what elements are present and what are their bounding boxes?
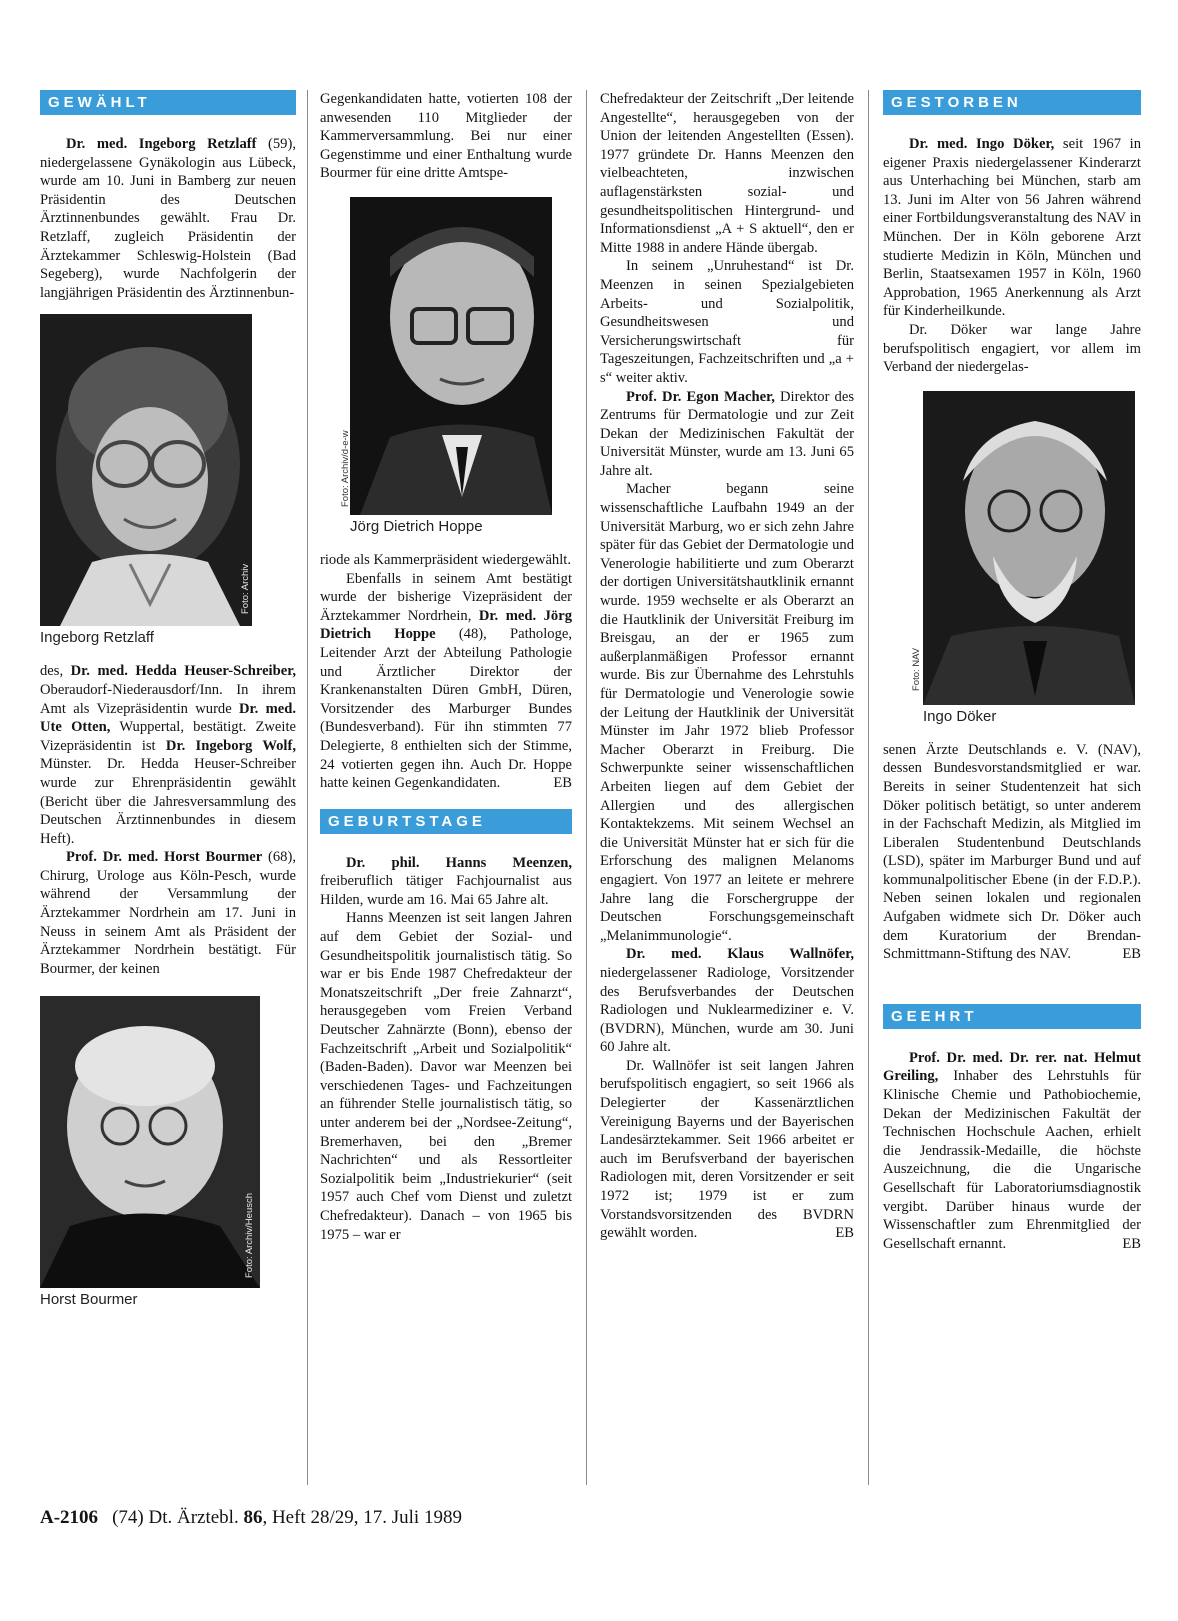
paragraph-greiling: Prof. Dr. med. Dr. rer. nat. Helmut Greiling, Inhaber des Lehrstuhls für Klinische Chemie und Pathobiochemie, Dekan der Medizinischen Fakultät der Technischen Hochschule Aachen, erhielt die Jendrassik-Medaille, die höchste Auszeichnung, die die Ungarische Gesellschaft für Laboratoriumsdiagnostik vergibt. Darüber hinaus wurde der Wissenschaftler zum Ehrenmitglied der Gesellschaft ernannt. EB (883, 1049, 1141, 1252)
signature-eb: EB (835, 1225, 854, 1242)
paragraph-bourmer: Prof. Dr. med. Horst Bourmer (68), Chirurg, Urologe aus Köln-Pesch, wurde während der Versammlung der Ärztekammer Nordrhein am 17. Juni in Neuss in seinem Amt als Präsident der Ärztekammer Nordrhein bestätigt. Für Bourmer, der keinen (40, 849, 296, 977)
paragraph-macher-career: Macher begann seine wissenschaftliche Laufbahn 1949 an der Universität Marburg, wo er sich zehn Jahre später für das Gebiet der Dermatologie und Venerologie habilitierte und zum Oberarzt der dortigen Universitätshautklinik ernannt wurde. 1959 wechselte er als Oberarzt an die Hautklinik der Universität Freiburg im Breisgau, an der er 1965 zum außerplanmäßigen Professor ernannt wurde. Bis zur Übernahme des Lehrstuhls für Dermatologie und Venerologie sowie der Leitung der Hautklinik der Universität Münster im Jahr 1972 blieb Professor Macher Oberarzt in Freiburg. Die Schwerpunkte seiner wissenschaftlichen Arbeiten liegen auf dem Gebiet der Allergien und des allergischen Kontaktekzems. Mit seinem Wechsel an die Universität Münster hat er sich für die Erforschung des malignen Melanoms engagiert. Von 1977 an leitete er mehrere Jahre lang die Forschergruppe der Deutschen Forschungsgemeinschaft „Melanimmunologie“. (600, 481, 854, 944)
caption-doeker: Ingo Döker (923, 707, 997, 725)
signature-eb: EB (1122, 946, 1141, 963)
portrait-hoppe-image (350, 197, 552, 515)
photo-retzlaff (40, 314, 296, 626)
column-4 (883, 90, 1141, 1485)
photo-bourmer (40, 996, 296, 1288)
paragraph-hoppe: Ebenfalls in seinem Amt bestätigt wurde der bisherige Vizepräsident der Ärztekammer Nordrhein, Dr. med. Jörg Dietrich Hoppe (48), Pathologe, Leitender Arzt der Abteilung Pathologie und Ärztlicher Direktor der Krankenanstalten Düren GmbH, Düren, Vorsitzender des Marburger Bundes (Bundesverband). Für ihn stimmten 77 Delegierte, 8 enthielten sich der Stimme, 24 votierten gegen ihn. Auch Dr. Hoppe hatte keinen Gegenkandidaten. EB (320, 570, 572, 792)
caption-hoppe: Jörg Dietrich Hoppe (350, 517, 483, 535)
photo-credit-retzlaff: Foto: Archiv (240, 564, 251, 615)
paragraph-meenzen-cont: Chefredakteur der Zeitschrift „Der leitende Angestellte“, herausgegeben von der Union der leitenden Angestellten (Essen). 1977 gründete Dr. Hanns Meenzen den vielbeachteten, inzwischen auflagenstärksten sozial- und gesundheitspolitischen Hintergrund- und Informationsdienst „A + S aktuell“, den er Mitte 1988 in andere Hände übergab. (600, 91, 854, 256)
citation: (74) Dt. Ärztebl. 86, Heft 28/29, 17. Juli 1989 (112, 1507, 462, 1528)
photo-credit-bourmer: Foto: Archiv/Heusch (244, 1193, 255, 1279)
paragraph-meenzen: Dr. phil. Hanns Meenzen, freiberuflich tätiger Fachjournalist aus Hilden, wurde am 16. Mai 65 Jahre alt. (320, 854, 572, 908)
photo-doeker (911, 391, 1141, 705)
column-rule (586, 90, 587, 1485)
portrait-retzlaff-image (40, 314, 252, 626)
paragraph-retzlaff: Dr. med. Ingeborg Retzlaff (59), niedergelassene Gynäkologin aus Lübeck, wurde am 10. Juni in Bamberg zur neuen Präsidentin des Deutschen Ärztinnenbundes gewählt. Frau Dr. Retzlaff, zugleich Präsidentin der Ärztekammer Schleswig-Holstein (Bad Segeberg), wurde Nachfolgerin der langjährigen Präsidentin des Ärztinnenbun- (40, 136, 296, 301)
column-rule (307, 90, 308, 1485)
signature-eb: EB (553, 775, 572, 792)
paragraph-doeker-career: Dr. Döker war lange Jahre berufspolitisch engagiert, vor allem im Verband der niedergelas- (883, 321, 1141, 376)
section-header-geburtstage: GEBURTSTAGE (320, 809, 572, 834)
photo-hoppe (340, 197, 572, 515)
photo-credit-hoppe: Foto: Archiv/d-e-w (340, 430, 351, 507)
paragraph-wallnoefer-career: Dr. Wallnöfer ist seit langen Jahren berufspolitisch engagiert, so seit 1966 als Delegierter der Kassenärztlichen Vereinigung Bayerns und der Bayerischen Landesärztekammer. Seit 1966 arbeitet er auch im Berufsverband der bayerischen Radiologen mit, deren Vorsitzender er seit 1972 ist; 1979 ist er zum Vorstandsvorsitzenden des BVDRN gewählt worden. EB (600, 1057, 854, 1242)
caption-bourmer: Horst Bourmer (40, 1291, 138, 1309)
section-header-gestorben: GESTORBEN (883, 90, 1141, 115)
section-header-gewaehlt: GEWÄHLT (40, 90, 296, 115)
paragraph-bourmer-end: riode als Kammerpräsident wiedergewählt. (320, 551, 571, 568)
column-1 (40, 90, 296, 1485)
column-rule (868, 90, 869, 1485)
column-3 (600, 90, 854, 1485)
paragraph-meenzen-career: Hanns Meenzen ist seit langen Jahren auf dem Gebiet der Sozial- und Gesundheitspolitik journalistisch tätig. So war er bis Ende 1987 Chefredakteur der Monatszeitschrift „Der freie Zahnarzt“, herausgegeben vom Freien Verband Deutscher Zahnärzte (Bonn), ebenso der Fachzeitschrift „Arbeit und Sozialpolitik“ (Baden-Baden). Davor war Meenzen bei verschiedenen Tages- und Fachzeitungen an führender Stelle journalistisch tätig, so unter anderem bei der „Nordsee-Zeitung“, Bremerhaven, bei den „Bremer Nachrichten“ und als Ressortleiter Sozialpolitik beim „Industriekurier“ (seit 1957 auch Chef vom Dienst und zuletzt Chefredakteur). Danach – von 1965 bis 1975 – war er (320, 910, 572, 1243)
column-2 (320, 90, 572, 1485)
paragraph-heuser-schreiber: des, Dr. med. Hedda Heuser-Schreiber, Oberaudorf-Niederausdorf/Inn. In ihrem Amt als Vizepräsidentin wurde Dr. med. Ute Otten, Wuppertal, bestätigt. Zweite Vizepräsidentin ist Dr. Ingeborg Wolf, Münster. Dr. Hedda Heuser-Schreiber wurde zur Ehrenpräsidentin gewählt (Bericht über die Jahresversammlung des Deutschen Ärztinnenbundes in diesem Heft). (40, 663, 296, 847)
paragraph-bourmer-cont: Gegenkandidaten hatte, votierten 108 der anwesenden 110 Mitglieder der Kammerversammlung. Bei nur einer Gegenstimme und einer Enthaltung wurde Bourmer für eine dritte Amtspe- (320, 91, 572, 182)
paragraph-meenzen-unruhestand: In seinem „Unruhestand“ ist Dr. Meenzen in seinen Spezialgebieten Arbeits- und Sozialpolitik, Gesundheitswesen und Versicherungswirtschaft für Tageszeitungen, Fachzeitschriften und „a + s“ weiter aktiv. (600, 258, 854, 386)
page-footer (40, 1507, 462, 1529)
page-number: A-2106 (40, 1507, 99, 1528)
signature-eb: EB (1122, 1235, 1141, 1252)
portrait-bourmer-image (40, 996, 260, 1288)
paragraph-doeker: Dr. med. Ingo Döker, seit 1967 in eigener Praxis niedergelassener Kinderarzt aus Unterhaching bei München, starb am 13. Juni im Alter von 56 Jahren während einer Fortbildungsveranstaltung des NAV in München. Der in Köln geborene Arzt studierte Medizin in Köln, München und Berlin, Staatsexamen 1957 in Köln, 1960 Approbation, 1965 Anerkennung als Arzt für Kinderheilkunde. (883, 136, 1141, 320)
caption-retzlaff: Ingeborg Retzlaff (40, 629, 154, 647)
section-header-geehrt: GEEHRT (883, 1004, 1141, 1029)
paragraph-macher: Prof. Dr. Egon Macher, Direktor des Zentrums für Dermatologie und zur Zeit Dekan der Medizinischen Fakultät der Universität Münster, wurde am 13. Juni 65 Jahre alt. (600, 388, 854, 479)
portrait-doeker-image (923, 391, 1135, 705)
photo-credit-doeker: Foto: NAV (911, 647, 922, 691)
paragraph-wallnoefer: Dr. med. Klaus Wallnöfer, niedergelassener Radiologe, Vorsitzender des Berufsverbandes der Deutschen Radiologen und Nuklearmediziner e. V. (BVDRN), München, wurde am 30. Juni 60 Jahre alt. (600, 946, 854, 1056)
paragraph-doeker-cont: senen Ärzte Deutschlands e. V. (NAV), dessen Bundesvorstandsmitglied er war. Bereits in seiner Studentenzeit hat sich Döker politisch betätigt, so unter anderem in der Fachschaft Medizin, als Mitglied im Liberalen Studentenbund Deutschlands (LSD), später im Marburger Bund und auf kommunalpolitischer Ebene (in der F.D.P.). Neben seinen lokalen und regionalen Aufgaben widmete sich Dr. Döker auch dem Kuratorium der Brendan-Schmittmann-Stiftung des NAV. EB (883, 741, 1141, 963)
